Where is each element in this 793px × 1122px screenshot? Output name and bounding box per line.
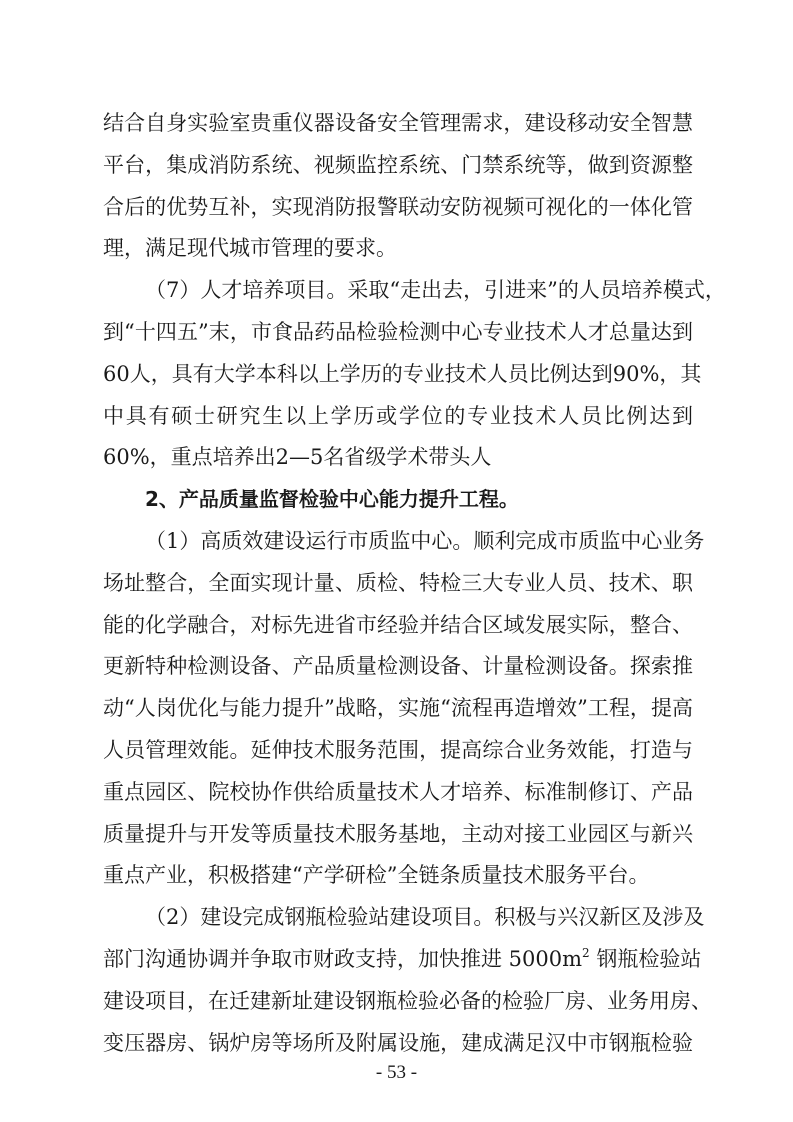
body-text-line: 人员管理效能。延伸技术服务范围，提高综合业务效能，打造与 (103, 738, 693, 762)
body-text-line: 更新特种检测设备、产品质量检测设备、计量检测设备。探索推 (103, 654, 693, 678)
body-text-line: 合后的优势互补，实现消防报警联动安防视频可视化的一体化管 (103, 195, 693, 219)
superscript-exponent: 2 (582, 946, 590, 960)
section-heading: 2、产品质量监督检验中心能力提升工程。 (145, 487, 519, 511)
body-text-line: 60%，重点培养出2—5名省级学术带头人 (103, 445, 492, 469)
paragraph-first-line: （2）建设完成钢瓶检验站建设项目。积极与兴汉新区及涉及 (145, 905, 705, 929)
body-text-line: 场址整合，全面实现计量、质检、特检三大专业人员、技术、职 (103, 571, 693, 595)
body-text-segment: 部门沟通协调并争取市财政支持，加快推进 5000m (103, 947, 583, 971)
body-text-line: 结合自身实验室贵重仪器设备安全管理需求，建设移动安全智慧 (103, 111, 693, 135)
body-text-line: 动“人岗优化与能力提升”战略，实施“流程再造增效”工程，提高 (103, 696, 693, 720)
body-text-line: 质量提升与开发等质量技术服务基地，主动对接工业园区与新兴 (103, 822, 693, 846)
body-text-line: 理，满足现代城市管理的要求。 (103, 236, 397, 260)
body-text-line: 到“十四五”末，市食品药品检验检测中心专业技术人才总量达到 (103, 320, 693, 344)
body-text-line: 60人，具有大学本科以上学历的专业技术人员比例达到90%，其 (103, 362, 702, 386)
body-text-line: 建设项目，在迁建新址建设钢瓶检验必备的检验厂房、业务用房、 (103, 989, 712, 1013)
body-text-line (103, 944, 702, 974)
body-text-line: 重点产业，积极搭建“产学研检”全链条质量技术服务平台。 (103, 863, 650, 887)
body-text-segment: 钢瓶检验站 (589, 947, 702, 971)
paragraph-first-line: （1）高质效建设运行市质监中心。顺利完成市质监中心业务 (145, 529, 705, 553)
body-text-line: 平台，集成消防系统、视频监控系统、门禁系统等，做到资源整 (103, 153, 693, 177)
body-text-line: 能的化学融合，对标先进省市经验并结合区域发展实际，整合、 (103, 613, 693, 637)
body-text-line: 变压器房、锅炉房等场所及附属设施，建成满足汉中市钢瓶检验 (103, 1031, 693, 1055)
body-text-line: 重点园区、院校协作供给质量技术人才培养、标准制修订、产品 (103, 780, 693, 804)
paragraph-first-line: （7）人才培养项目。采取“走出去，引进来”的人员培养模式， (145, 278, 726, 302)
body-text-line: 中具有硕士研究生以上学历或学位的专业技术人员比例达到 (103, 404, 693, 428)
page-number: - 53 - (375, 1062, 418, 1083)
